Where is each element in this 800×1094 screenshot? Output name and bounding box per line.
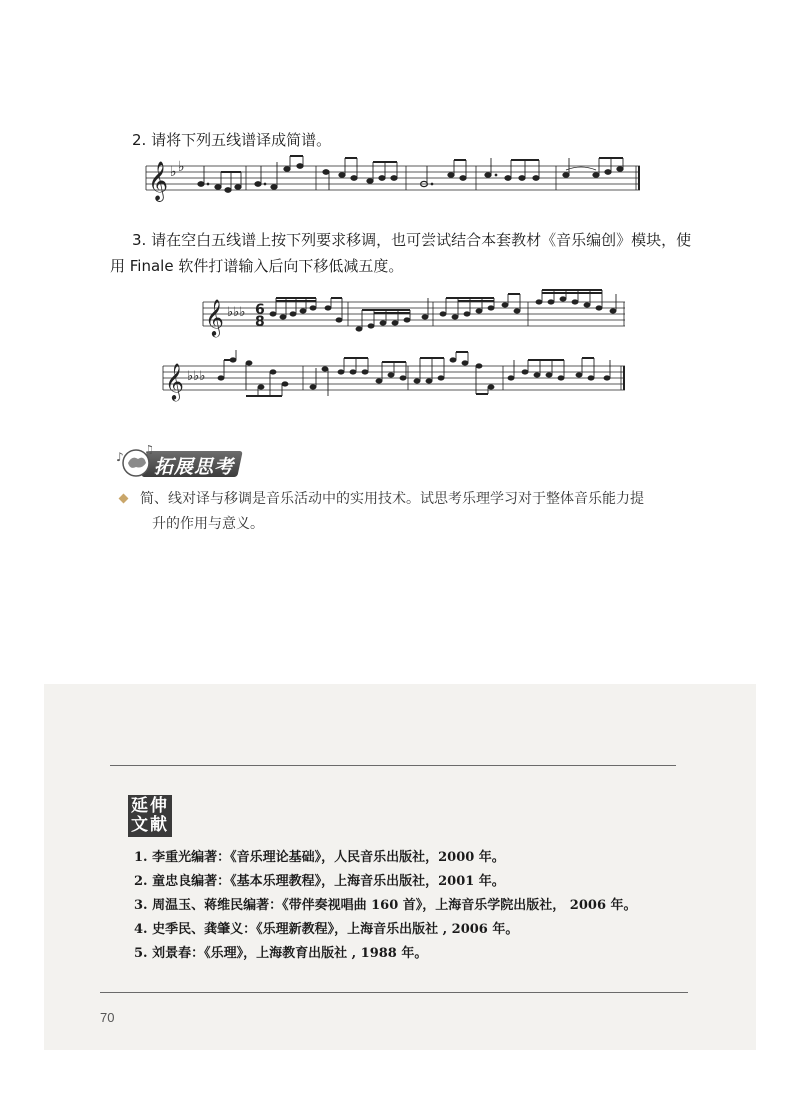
page-number: 70 [100,1010,115,1025]
reference-item: 5. 刘景春：《乐理》，上海教育出版社 , 1988 年。 [134,946,428,961]
svg-text:♫: ♫ [144,443,154,456]
reference-item: 3. 周温玉、蒋维民编著：《带伴奏视唱曲 160 首》，上海音乐学院出版社， 2006 年。 [134,898,637,913]
treble-clef-icon: 𝄞 [205,298,224,336]
reference-item: 2. 童忠良编著：《基本乐理教程》，上海音乐出版社，2001 年。 [134,874,505,889]
diamond-bullet-icon [119,494,129,504]
treble-clef-icon: 𝄞 [148,161,169,201]
svg-text:♪: ♪ [116,450,124,464]
extension-thinking-badge [114,443,242,479]
exercise-2-prompt: 2. 请将下列五线谱译成简谱。 [132,131,332,149]
extension-thinking-text [140,487,680,537]
flat-icon: ♭♭♭ [227,305,246,320]
further-reading-title [128,795,172,837]
flat-icon: ♭♭♭ [187,369,206,384]
reference-item: 4. 史季民、龚肇义：《乐理新教程》，上海音乐出版社 , 2006 年。 [134,922,519,937]
further-reading-title-line-2: 文献 [131,815,169,835]
divider-bottom [100,992,688,993]
flat-icon: ♭ [170,164,177,180]
badge-label: 拓展思考 [154,456,235,478]
exercise-3-prompt-line-1: 3. 请在空白五线谱上按下列要求移调，也可尝试结合本套教材《音乐编创》模块，使 [132,231,692,249]
staff-exercise-3-line-2 [163,356,625,398]
time-signature-bottom: 8 [255,314,265,330]
extension-thinking-line-1: 简、线对译与移调是音乐活动中的实用技术。试思考乐理学习对于整体音乐能力提 [140,491,644,507]
reference-item: 1. 李重光编著：《音乐理论基础》，人民音乐出版社，2000 年。 [134,850,505,865]
divider-top [110,765,676,766]
staff-exercise-2 [146,156,640,200]
flat-icon: ♭ [178,159,185,175]
further-reading-title-line-1: 延伸 [131,796,169,816]
reference-list [134,846,637,966]
time-signature-top: 6 [255,302,265,318]
staff-exercise-3-line-1 [203,294,625,334]
treble-clef-icon: 𝄞 [165,362,184,400]
exercise-3-prompt-line-2: 用 Finale 软件打谱输入后向下移低减五度。 [110,257,404,275]
extension-thinking-line-2: 升的作用与意义。 [152,516,264,532]
music-brain-icon [114,443,158,479]
